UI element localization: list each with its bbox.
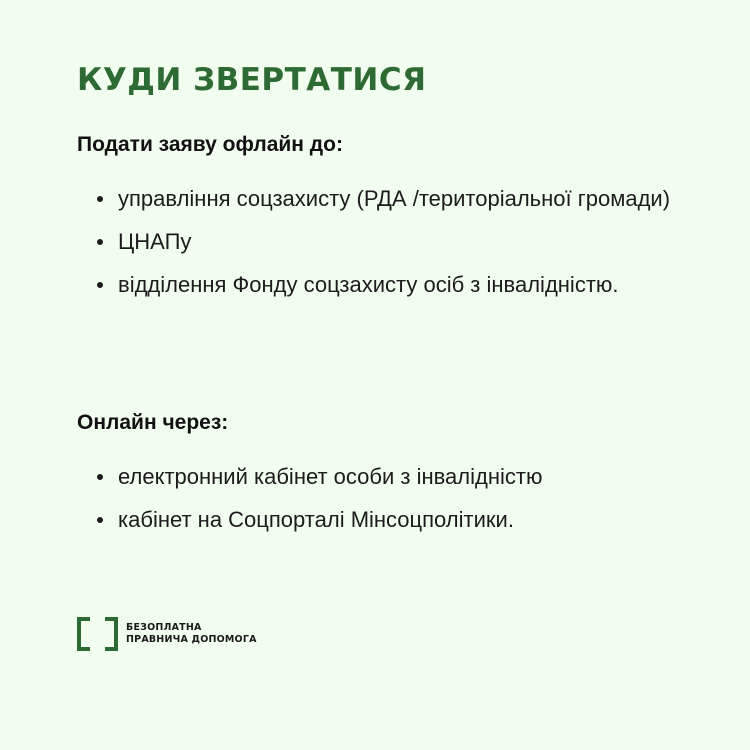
online-list [95,460,695,546]
bracket-logo-icon [77,617,118,651]
list-item [95,503,695,536]
offline-list [95,182,695,311]
list-item-text: електронний кабінет особи з інвалідністю [118,464,543,489]
logo [77,617,257,651]
online-heading: Онлайн через: [77,411,229,434]
bullet-icon [97,474,103,480]
bullet-icon [97,517,103,523]
list-item-text: відділення Фонду соцзахисту осіб з інвалідністю. [118,272,619,297]
list-item-text: кабінет на Соцпорталі Мінсоцполітики. [118,507,514,532]
logo-text [126,622,257,646]
list-item-text: ЦНАПу [118,229,192,254]
bullet-icon [97,282,103,288]
logo-line-1: БЕЗОПЛАТНА [126,622,202,633]
offline-heading: Подати заяву офлайн до: [77,133,343,156]
logo-line-2: ПРАВНИЧА ДОПОМОГА [126,634,257,645]
bullet-icon [97,239,103,245]
list-item [95,182,695,215]
list-item [95,225,695,258]
list-item [95,268,695,301]
list-item-text: управління соцзахисту (РДА /територіальної громади) [118,186,671,211]
list-item [95,460,695,493]
bullet-icon [97,196,103,202]
page-title: КУДИ ЗВЕРТАТИСЯ [77,62,427,98]
